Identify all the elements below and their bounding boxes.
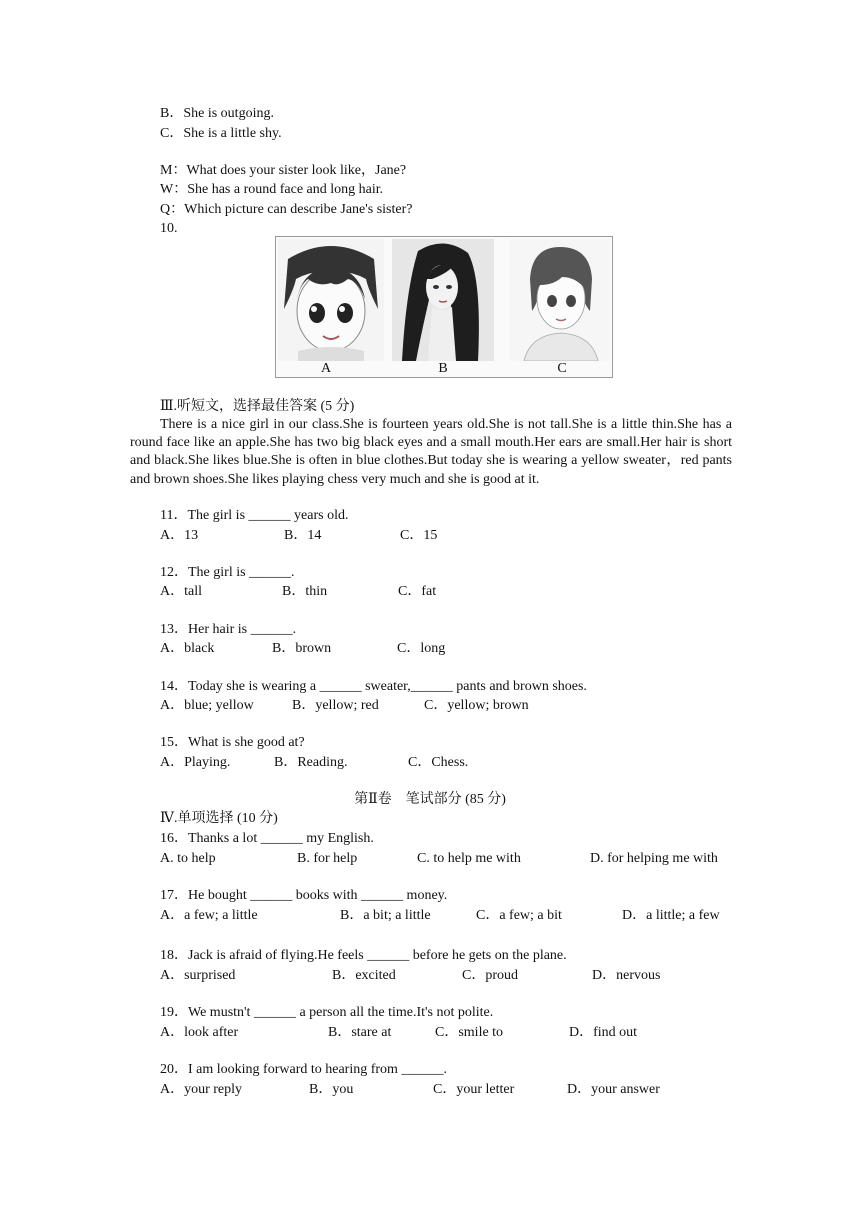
question-11-stem: 11．The girl is ______ years old. [160,508,349,523]
dialogue-m: M：What does your sister look like，Jane? [160,163,407,178]
q9-option-b: B．She is outgoing. [160,106,274,121]
question-16-option-d: D. for helping me with [590,851,718,866]
question-18-option-d: D．nervous [592,968,661,983]
section-3-title: Ⅲ.听短文，选择最佳答案 (5 分) [160,399,355,414]
question-19-stem: 19．We mustn't ______ a person all the time.It's not polite. [160,1005,494,1020]
dialogue-q: Q：Which picture can describe Jane's sister? [160,202,413,217]
question-16-option-a: A. to help [160,851,216,866]
question-14-stem: 14．Today she is wearing a ______ sweater,______ pants and brown shoes. [160,679,587,694]
question-20-option-a: A．your reply [160,1082,243,1097]
portrait-strip [275,236,613,378]
question-18-option-a: A．surprised [160,968,236,983]
question-19-option-d: D．find out [569,1025,638,1040]
question-20-stem: 20．I am looking forward to hearing from ______. [160,1062,447,1077]
part-2-title: 第Ⅱ卷 笔试部分 (85 分) [354,792,506,807]
question-17-option-a: A．a few; a little [160,908,258,923]
question-11-option-a: A．13 [160,528,199,543]
question-17-stem: 17．He bought ______ books with ______ money. [160,888,448,903]
q9-option-c: C．She is a little shy. [160,126,282,141]
portrait-b-label: B [438,361,448,376]
question-15-option-a: A．Playing. [160,755,231,770]
question-11-option-c: C．15 [400,528,438,543]
question-17-option-b: B．a bit; a little [340,908,431,923]
section-4-title: Ⅳ.单项选择 (10 分) [160,811,278,826]
question-13-stem: 13．Her hair is ______. [160,622,297,637]
question-16-option-c: C. to help me with [417,851,521,866]
question-20-option-d: D．your answer [567,1082,660,1097]
dialogue-w: W：She has a round face and long hair. [160,182,384,197]
question-12-option-c: C．fat [398,584,437,599]
question-14-option-b: B．yellow; red [292,698,379,713]
portrait-c-image [510,239,610,361]
question-16-stem: 16．Thanks a lot ______ my English. [160,831,374,846]
question-15-stem: 15．What is she good at? [160,735,305,750]
portrait-c-label: C [557,361,567,376]
question-12-option-a: A．tall [160,584,202,599]
question-12-stem: 12．The girl is ______. [160,565,295,580]
section-3-passage: There is a nice girl in our class.She is fourteen years old.She is not tall.She is a little thin.She has a round face like an apple.She has two big black eyes and a small mouth.Her ears are small.Her hair is short and black.She likes blue.She is often in blue clothes.But today she is wearing a yellow sweater，red pants and brown shoes.She likes playing chess very much and she is good at it. [130,417,732,487]
question-17-option-d: D．a little; a few [622,908,720,923]
question-11-option-b: B．14 [284,528,322,543]
question-19-option-b: B．stare at [328,1025,392,1040]
question-19-option-a: A．look after [160,1025,239,1040]
question-14-option-a: A．blue; yellow [160,698,254,713]
question-14-option-c: C．yellow; brown [424,698,529,713]
question-12-option-b: B．thin [282,584,328,599]
question-13-option-c: C．long [397,641,446,656]
portrait-b-image [392,239,494,361]
question-17-option-c: C．a few; a bit [476,908,562,923]
question-18-option-b: B．excited [332,968,396,983]
question-18-option-c: C．proud [462,968,518,983]
question-13-option-b: B．brown [272,641,332,656]
question-16-option-b: B. for help [297,851,358,866]
question-15-option-c: C．Chess. [408,755,469,770]
portrait-a-image [278,239,384,361]
question-19-option-c: C．smile to [435,1025,504,1040]
question-20-option-b: B．you [309,1082,354,1097]
portrait-a-label: A [320,361,332,376]
question-10-number: 10. [160,221,178,236]
question-18-stem: 18．Jack is afraid of flying.He feels ______ before he gets on the plane. [160,948,567,963]
question-20-option-c: C．your letter [433,1082,515,1097]
question-13-option-a: A．black [160,641,215,656]
question-15-option-b: B．Reading. [274,755,348,770]
